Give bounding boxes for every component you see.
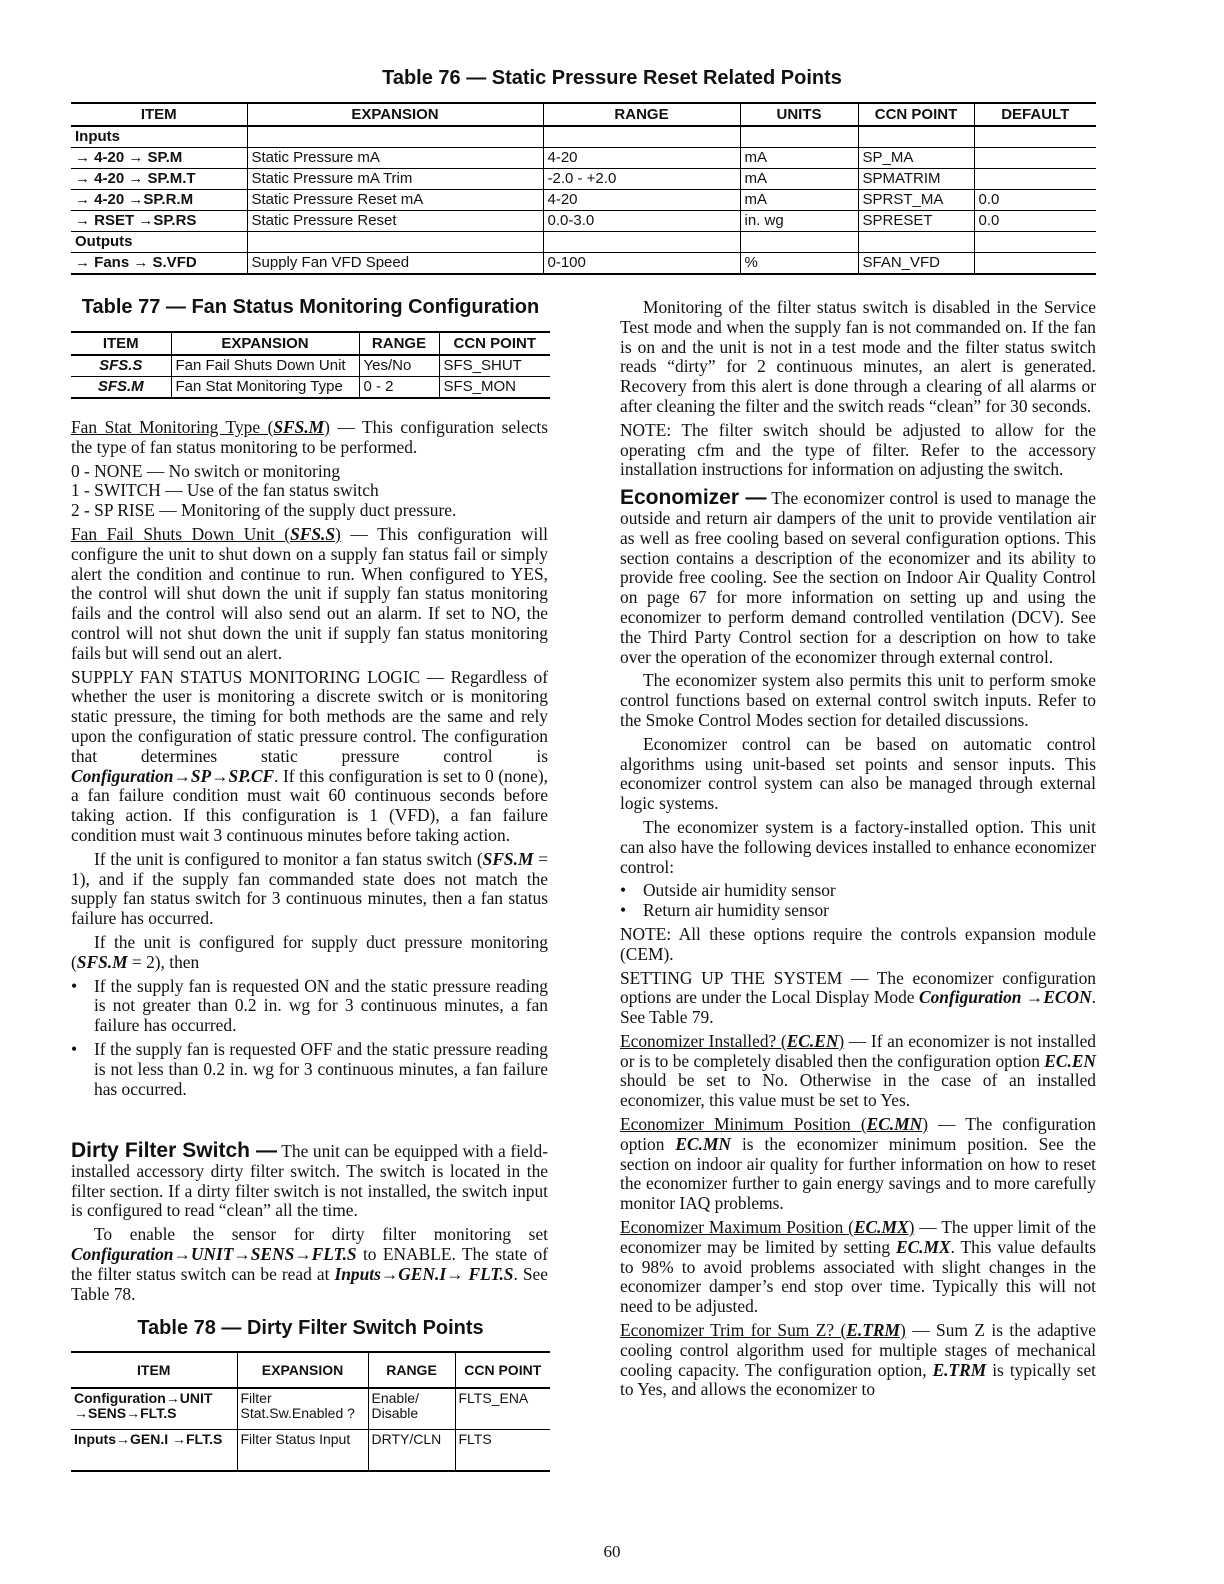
cell: DRTY/CLN xyxy=(368,1430,455,1472)
col-header-default: DEFAULT xyxy=(974,103,1096,126)
cell: → Fans → S.VFD xyxy=(71,253,247,275)
left-column-dirty-filter xyxy=(71,1141,548,1308)
table-row xyxy=(71,169,1096,190)
sfsm-options xyxy=(71,462,548,521)
cell: 0.0-3.0 xyxy=(543,211,740,232)
cell xyxy=(974,232,1096,253)
col-header-item: ITEM xyxy=(71,332,171,355)
note-cem: NOTE: All these options require the controls expansion module (CEM). xyxy=(620,923,1096,964)
cell xyxy=(740,126,858,148)
cell: 0-100 xyxy=(543,253,740,275)
col-header-expansion: EXPANSION xyxy=(171,332,359,355)
right-column xyxy=(620,298,1096,1404)
cell: → 4-20 → SP.M.T xyxy=(71,169,247,190)
table-row xyxy=(71,126,1096,148)
paragraph-ecen: Economizer Installed? (EC.EN) — If an economizer is not installed or is to be completely disabled then the configuration option EC.EN should be set to No. Otherwise in the case of an installed economizer, this value must be set to Yes. xyxy=(620,1030,1096,1111)
paragraph-monitoring: Monitoring of the filter status switch is disabled in the Service Test mode and when the supply fan is not commanded on. If the fan is on and the unit is not in a test mode and the filter status switch reads “dirty” for 2 continuous minutes, an alert is generated. Recovery from this alert is done through a clearing of all alarms or after cleaning the filter and the switch reads “clean” for 30 seconds. xyxy=(620,297,1096,416)
col-header-units: UNITS xyxy=(740,103,858,126)
cell xyxy=(974,126,1096,148)
sfsm-label: Fan Stat Monitoring Type (SFS.M) xyxy=(71,417,330,437)
cell: SPRESET xyxy=(858,211,974,232)
cell: Static Pressure Reset xyxy=(247,211,543,232)
cell xyxy=(247,126,543,148)
table-row xyxy=(71,211,1096,232)
cell: FLTS xyxy=(455,1430,550,1472)
cell: SP_MA xyxy=(858,148,974,169)
paragraph-ecmn: Economizer Minimum Position (EC.MN) — The configuration option EC.MN is the economizer minimum position. See the section on indoor air quality for further information on how to reset the economizer further to gain energy savings and to more carefully monitor IAQ problems. xyxy=(620,1114,1096,1214)
col-header-expansion: EXPANSION xyxy=(247,103,543,126)
cell: SFS.M xyxy=(71,377,171,399)
cell: Inputs→GEN.I →FLT.S xyxy=(71,1430,237,1472)
left-column xyxy=(71,418,548,1103)
table-row xyxy=(71,377,550,399)
cell xyxy=(543,126,740,148)
paragraph-factory: The economizer system is a factory-installed option. This unit can also have the following devices installed to enhance economizer control: xyxy=(620,816,1096,877)
cell: SPRST_MA xyxy=(858,190,974,211)
option-2: 2 - SP RISE — Monitoring of the supply duct pressure. xyxy=(71,500,457,521)
note-filter-switch: NOTE: The filter switch should be adjusted to allow for the operating cfm and the type of filter. Refer to the accessory installation instructions for information on adjusting the switch. xyxy=(620,419,1096,480)
table-76-title: Table 76 — Static Pressure Reset Related Points xyxy=(382,67,842,89)
paragraph-logic: SUPPLY FAN STATUS MONITORING LOGIC — Regardless of whether the user is monitoring a discrete switch or is monitoring static pressure, the timing for both methods are the same and rely upon the configuration of static pressure control. The configuration that determines static pressure control is Configuration→SP→SP.CF. If this configuration is set to 0 (none), a fan failure condition must wait 60 continuous seconds before taking action. If this configuration is 1 (VFD), a fan failure condition must wait 3 continuous minutes before taking action. xyxy=(71,666,548,845)
cell xyxy=(740,232,858,253)
paragraph-ecmx: Economizer Maximum Position (EC.MX) — The upper limit of the economizer may be limited by setting EC.MX. This value defaults to 98% to avoid problems associated with slight changes in the economizer damper’s end stop over time. Typically this will not need to be adjusted. xyxy=(620,1217,1096,1317)
table-row xyxy=(71,232,1096,253)
cell: Configuration→UNIT →SENS→FLT.S xyxy=(71,1388,237,1430)
cell: Outputs xyxy=(71,232,247,253)
option-0: 0 - NONE — No switch or monitoring xyxy=(71,460,341,481)
col-header-ccn-point: CCN POINT xyxy=(455,1352,550,1388)
cell: → 4-20 →SP.R.M xyxy=(71,190,247,211)
cell: FLTS_ENA xyxy=(455,1388,550,1430)
col-header-range: RANGE xyxy=(359,332,439,355)
table-row xyxy=(71,190,1096,211)
paragraph-switch: If the unit is configured to monitor a fan status switch (SFS.M = 1), and if the supply fan commanded state does not match the supply fan status switch for 3 continuous minutes, then a fan status failure has occurred. xyxy=(71,848,549,929)
cell: Fan Fail Shuts Down Unit xyxy=(171,355,359,377)
cell: Yes/No xyxy=(359,355,439,377)
cell: 0.0 xyxy=(974,211,1096,232)
sfss-label: Fan Fail Shuts Down Unit (SFS.S) xyxy=(71,523,341,544)
cell xyxy=(858,126,974,148)
paragraph-setup: SETTING UP THE SYSTEM — The economizer configuration options are under the Local Display Mode Configuration →ECON. See Table 79. xyxy=(620,967,1096,1028)
cell xyxy=(247,232,543,253)
cell: Filter Status Input xyxy=(237,1430,368,1472)
cell: Enable/ Disable xyxy=(368,1388,455,1430)
table-row xyxy=(71,253,1096,275)
cell: SFAN_VFD xyxy=(858,253,974,275)
col-header-ccn-point: CCN POINT xyxy=(858,103,974,126)
cell: mA xyxy=(740,169,858,190)
option-1: 1 - SWITCH — Use of the fan status switch xyxy=(71,480,379,501)
cell: Static Pressure mA Trim xyxy=(247,169,543,190)
cell xyxy=(974,148,1096,169)
cell xyxy=(858,232,974,253)
cell: Filter Stat.Sw.Enabled ? xyxy=(237,1388,368,1430)
table-row xyxy=(71,355,550,377)
cell: SFS.S xyxy=(71,355,171,377)
page-number: 60 xyxy=(603,1542,621,1561)
table-77 xyxy=(71,331,550,399)
table-row xyxy=(71,148,1096,169)
col-header-ccn-point: CCN POINT xyxy=(439,332,550,355)
cell: Static Pressure Reset mA xyxy=(247,190,543,211)
bullet-on: • If the supply fan is requested ON and the static pressure reading is not greater than 0.2 in. wg for 3 continuous minutes, a fan failure has occurred. xyxy=(71,977,548,1036)
paragraph-sfsm: Fan Stat Monitoring Type (SFS.M) — This configuration selects the type of fan status monitoring to be performed. xyxy=(71,417,548,457)
paragraph-duct: If the unit is configured for supply duct pressure monitoring (SFS.M = 2), then xyxy=(71,931,548,972)
economizer-heading: Economizer — xyxy=(620,486,767,510)
paragraph-etrm: Economizer Trim for Sum Z? (E.TRM) — Sum Z is the adaptive cooling control algorithm used for multiple stages of mechanical cooling capacity. The configuration option, E.TRM is typically set to Yes, and allows the economizer to xyxy=(620,1320,1097,1400)
cell: → 4-20 → SP.M xyxy=(71,148,247,169)
cell: Supply Fan VFD Speed xyxy=(247,253,543,275)
paragraph-enable: To enable the sensor for dirty filter monitoring set Configuration→UNIT→SENS→FLT.S to ENABLE. The state of the filter status switch can be read at Inputs→GEN.I→ FLT.S. See Table 78. xyxy=(71,1224,548,1304)
col-header-item: ITEM xyxy=(71,1352,237,1388)
cell: mA xyxy=(740,190,858,211)
cell: Fan Stat Monitoring Type xyxy=(171,377,359,399)
paragraph-smoke: The economizer system also permits this unit to perform smoke control functions based on external control switch inputs. Refer to the Smoke Control Modes section for detailed discussions. xyxy=(620,670,1096,730)
table-row xyxy=(71,1430,550,1472)
ecmx-label: Economizer Maximum Position (EC.MX) xyxy=(620,1217,915,1238)
col-header-range: RANGE xyxy=(543,103,740,126)
paragraph-automatic: Economizer control can be based on automatic control algorithms using unit-based set points and sensor inputs. This economizer control system can also be managed through external logic systems. xyxy=(620,733,1096,814)
paragraph-sfss: Fan Fail Shuts Down Unit (SFS.S) — This configuration will configure the unit to shut down on a supply fan status fail or simply alert the condition and continue to run. When configured to YES, the control will shut down the unit if supply fan status monitoring fails and the control will also send out an alarm. If set to NO, the control will not shut down the unit if supply fan status monitoring fails but will send out an alert. xyxy=(71,523,548,663)
cell: SPMATRIM xyxy=(858,169,974,190)
cell: 0 - 2 xyxy=(359,377,439,399)
table-78-title: Table 78 — Dirty Filter Switch Points xyxy=(137,1317,484,1339)
table-76 xyxy=(71,102,1096,275)
cell: mA xyxy=(740,148,858,169)
cell xyxy=(974,253,1096,275)
cell: 0.0 xyxy=(974,190,1096,211)
cell: % xyxy=(740,253,858,275)
table-78 xyxy=(71,1351,550,1472)
ecmn-label: Economizer Minimum Position (EC.MN) xyxy=(620,1114,928,1135)
cell: SFS_MON xyxy=(439,377,550,399)
paragraph-dirty-filter: Dirty Filter Switch — The unit can be equipped with a field-installed accessory dirty filter switch. The switch is located in the filter section. If a dirty filter switch is not installed, the switch input is configured to read “clean” all the time. xyxy=(71,1139,548,1221)
col-header-range: RANGE xyxy=(368,1352,455,1388)
device-return-humidity: • Return air humidity sensor xyxy=(620,901,1096,921)
cell: in. wg xyxy=(740,211,858,232)
cell xyxy=(543,232,740,253)
bullet-off: • If the supply fan is requested OFF and the static pressure reading is not less than 0.2 in. wg for 3 continuous minutes, a fan failure has occurred. xyxy=(71,1040,548,1099)
cell: Static Pressure mA xyxy=(247,148,543,169)
cell xyxy=(974,169,1096,190)
cell: SFS_SHUT xyxy=(439,355,550,377)
table-77-title: Table 77 — Fan Status Monitoring Configuration xyxy=(81,296,540,318)
etrm-label: Economizer Trim for Sum Z? (E.TRM) xyxy=(620,1320,906,1341)
col-header-expansion: EXPANSION xyxy=(237,1352,368,1388)
cell: Inputs xyxy=(71,126,247,148)
table-row xyxy=(71,1388,550,1430)
paragraph-economizer: Economizer — The economizer control is used to manage the outside and return air dampers of the unit to provide ventilation air as well as free cooling based on several configuration options. This section contains a description of the economizer and its ability to provide free cooling. See the section on Indoor Air Quality Control on page 67 for more information on setting up and using the economizer to perform demand controlled ventilation (DCV). See the Third Party Control section for a description on how to take over the operation of the economizer through external control. xyxy=(620,486,1096,667)
col-header-item: ITEM xyxy=(71,103,247,126)
cell: 4-20 xyxy=(543,190,740,211)
cell: → RSET →SP.RS xyxy=(71,211,247,232)
dirty-filter-heading: Dirty Filter Switch — xyxy=(71,1139,278,1162)
cell: 4-20 xyxy=(543,148,740,169)
ecen-label: Economizer Installed? (EC.EN) xyxy=(620,1030,845,1051)
device-outside-humidity: • Outside air humidity sensor xyxy=(620,881,1096,901)
cell: -2.0 - +2.0 xyxy=(543,169,740,190)
